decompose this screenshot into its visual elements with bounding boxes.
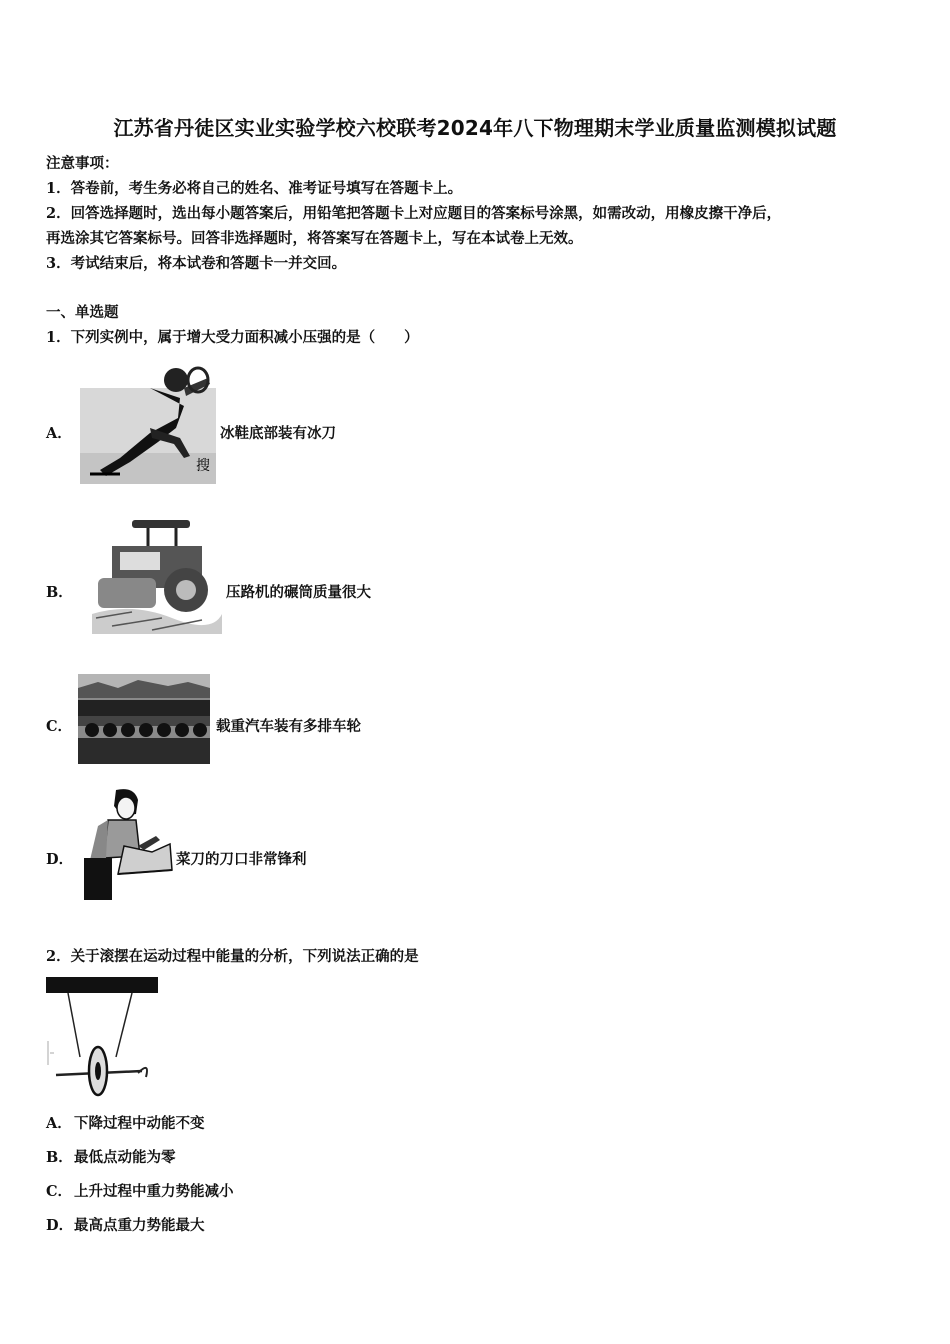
q2-option-b xyxy=(46,1146,176,1167)
q1-option-d-text: 菜刀的刀口非常锋利 xyxy=(176,851,307,868)
q1-option-b-text: 压路机的碾筒质量很大 xyxy=(226,584,371,601)
q1-option-c-text: 载重汽车装有多排车轮 xyxy=(216,718,361,735)
q1-option-b-label: B． xyxy=(46,584,73,601)
notice-item-1: 1．答卷前，考生务必将自己的姓名、准考证号填写在答题卡上。 xyxy=(46,180,463,197)
q2-option-d-text: 最高点重力势能最大 xyxy=(74,1217,205,1234)
svg-text:搜: 搜 xyxy=(196,458,210,474)
road-roller-image xyxy=(92,518,222,634)
question-2-stem: 2．关于滚摆在运动过程中能量的分析，下列说法正确的是 xyxy=(46,948,419,965)
question-1-stem: 1．下列实例中，属于增大受力面积减小压强的是（ ） xyxy=(46,329,419,346)
notice-heading: 注意事项： xyxy=(46,155,119,172)
kitchen-knife-image xyxy=(78,786,174,904)
skater-image xyxy=(80,358,216,484)
page-title: 江苏省丹徒区实业实验学校六校联考2024年八下物理期末学业质量监测模拟试题 xyxy=(113,116,837,140)
q1-option-d-label: D． xyxy=(46,851,74,868)
q2-option-b-label: B． xyxy=(46,1149,73,1166)
q2-option-a xyxy=(46,1112,205,1133)
q1-option-a-text: 冰鞋底部装有冰刀 xyxy=(220,425,336,442)
q2-option-c xyxy=(46,1180,234,1201)
section-heading: 一、单选题 xyxy=(46,304,119,321)
notice-item-2-cont: 再选涂其它答案标号。回答非选择题时，将答案写在答题卡上，写在本试卷上无效。 xyxy=(46,230,583,247)
truck-image xyxy=(78,674,210,764)
q2-option-d xyxy=(46,1214,205,1235)
q2-option-d-label: D． xyxy=(46,1217,74,1234)
q2-option-a-label: A． xyxy=(46,1115,72,1132)
q2-option-b-text: 最低点动能为零 xyxy=(74,1149,176,1166)
notice-item-3: 3．考试结束后，将本试卷和答题卡一并交回。 xyxy=(46,255,347,272)
q2-option-c-label: C． xyxy=(46,1183,73,1200)
q1-option-a-label: A． xyxy=(46,425,72,442)
q2-option-a-text: 下降过程中动能不变 xyxy=(74,1115,205,1132)
q2-option-c-text: 上升过程中重力势能减小 xyxy=(74,1183,234,1200)
q1-option-c-label: C． xyxy=(46,718,73,735)
notice-item-2: 2．回答选择题时，选出每小题答案后，用铅笔把答题卡上对应题目的答案标号涂黑，如需改动，用橡皮擦干净后， xyxy=(46,205,782,222)
yo-yo-pendulum-image xyxy=(46,977,158,1097)
